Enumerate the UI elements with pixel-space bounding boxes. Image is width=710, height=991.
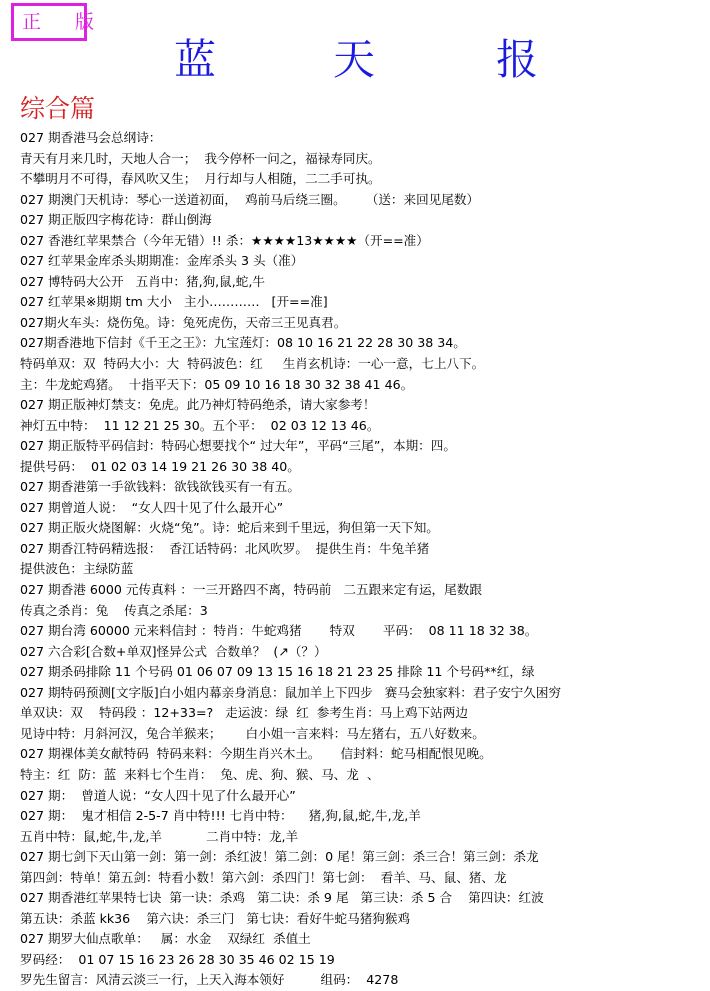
- content-line: 罗码经： 01 07 15 16 23 26 28 30 35 46 02 15 19: [20, 951, 335, 967]
- content-line: 不攀明月不可得，春风吹又生； 月行却与人相随，二二手可执。: [20, 171, 381, 187]
- content-line: 单双诀：双 特码段 ：12+33=? 走运波：绿 红 参考生肖：马上鸡下站两边: [20, 705, 468, 721]
- content-line: 提供号码： 01 02 03 14 19 21 26 30 38 40。: [20, 458, 300, 474]
- content-line: 027 期正版神灯禁支：免虎。此乃神灯特码绝杀，请大家参考！: [20, 397, 376, 413]
- content-line: 027 红苹果金库杀头期期准：金库杀头 3 头（准）: [20, 253, 304, 269]
- content-line: 027 期： 曾道人说：“女人四十见了什么最开心”: [20, 787, 296, 803]
- content-line: 027 期正版特平码信封：特码心想要找个“ 过大年”，平码“三尾”，本期：四。: [20, 438, 456, 454]
- content-line: 027 六合彩[合数+单双]怪异公式 合数单？ (↗（？）: [20, 643, 327, 659]
- content-line: 特码单双：双 特码大小：大 特码波色：红 生肖玄机诗：一心一意，七上八下。: [20, 356, 485, 372]
- section-heading: 综合篇: [20, 94, 96, 123]
- content-line: 027 香港红苹果禁合（今年无错）!! 杀：★★★★13★★★★（开==准）: [20, 232, 429, 248]
- content-line: 027 期正版四字梅花诗：群山倒海: [20, 212, 212, 228]
- content-line: 主：牛龙蛇鸡猪。 十指平天下：05 09 10 16 18 30 32 38 41 46。: [20, 376, 414, 392]
- content-line: 027期香港地下信封《千王之王》：九宝莲灯：08 10 16 21 22 28 30 38 34。: [20, 335, 466, 351]
- content-line: 027 期特码预测[文字版]白小姐内幕亲身消息：鼠加羊上下四步 赛马会独家料：君子安宁久困穷: [20, 684, 562, 700]
- content-line: 027 期曾道人说： “女人四十见了什么最开心”: [20, 499, 284, 515]
- content-line: 027 期香港第一手欲钱料：欲钱欲钱买有一有五。: [20, 479, 300, 495]
- content-line: 027 期罗大仙点歌单： 属：水金 双绿红 杀值土: [20, 931, 311, 947]
- content-line: 027 期香港马会总纲诗：: [20, 130, 162, 145]
- content-line: 027期火车头：烧伤兔。诗：兔死虎伤，天帝三王见真君。: [20, 314, 347, 330]
- page-title-char: 蓝: [174, 35, 217, 84]
- content-line: 027 期正版火烧图解：火烧“兔”。诗：蛇后来到千里远，狗但第一天下知。: [20, 520, 439, 536]
- page-title-char: 天: [333, 35, 376, 84]
- content-line: 027 期杀码排除 11 个号码 01 06 07 09 13 15 16 18 21 23 25 排除 11 个号码**红，绿: [20, 664, 535, 680]
- page-title: [0, 32, 710, 88]
- content-line: 青天有月来几时，天地人合一； 我今停杯一问之，福禄寿同庆。: [20, 150, 381, 166]
- content-line: 见诗中特：月斜河汉，兔合羊猴来； 白小姐一言来料：马左猪右，五八好数来。: [20, 725, 485, 741]
- content-line: 027 博特码大公开 五肖中：猪,狗,鼠,蛇,牛: [20, 273, 265, 289]
- content-line: 027 期香港红苹果特七诀 第一诀：杀鸡 第二诀：杀 9 尾 第三诀：杀 5 合 第四诀：红波: [20, 890, 544, 906]
- content-line: 传真之杀肖：兔 传真之杀尾：3: [20, 602, 208, 618]
- content-line: 提供波色：主绿防蓝: [20, 561, 134, 577]
- content-line: 027 期香江特码精选报： 香江话特码：北风吹罗。 提供生肖：牛兔羊猪: [20, 540, 430, 556]
- content-line: 027 期： 鬼才相信 2-5-7 肖中特!!! 七肖中特： 猪,狗,鼠,蛇,牛,龙,羊: [20, 808, 421, 824]
- content-line: 027 期七剑下天山第一剑：第一剑：杀红波！第二剑：0 尾！第三剑：杀三合！第三剑：杀龙: [20, 849, 539, 865]
- content-line: 027 期香港 6000 元传真料 ：一三开路四不离，特码前 二五跟来定有运，尾数跟: [20, 582, 482, 598]
- content-line: 神灯五中特： 11 12 21 25 30。五个平： 02 03 12 13 46。: [20, 417, 380, 433]
- content-line: 027 期澳门天机诗：琴心一送道初面， 鸡前马后绕三圈。 （送：来回见尾数）: [20, 191, 480, 207]
- content-line: 第五诀：杀蓝 kk36 第六诀：杀三门 第七诀：看好牛蛇马猪狗猴鸡: [20, 910, 411, 926]
- content-line: 027 期裸体美女献特码 特码来料：今期生肖兴木土。 信封料：蛇马相配恨见晚。: [20, 746, 492, 762]
- content-line: 罗先生留言：风清云淡三一行，上天入海本领好 组码： 4278: [20, 972, 399, 988]
- authentic-badge: 正 版: [11, 3, 87, 41]
- content-line: 特主：红 防：蓝 来料七个生肖： 兔、虎、狗、猴、马、龙 、: [20, 766, 380, 782]
- content-line: 027 期台湾 60000 元来料信封 ：特肖：牛蛇鸡猪 特双 平码： 08 11 18 32 38。: [20, 623, 538, 639]
- content-line: 五肖中特：鼠,蛇,牛,龙,羊 二肖中特：龙,羊: [20, 828, 299, 844]
- content-line: 第四剑：特单！第五剑：特看小数！第六剑：杀四门！第七剑： 看羊、马、鼠、猪、龙: [20, 869, 507, 885]
- content-lines: [20, 128, 704, 991]
- page-title-char: 报: [496, 35, 539, 84]
- content-line: 027 红苹果※期期 tm 大小 主小………… [开==准]: [20, 294, 328, 310]
